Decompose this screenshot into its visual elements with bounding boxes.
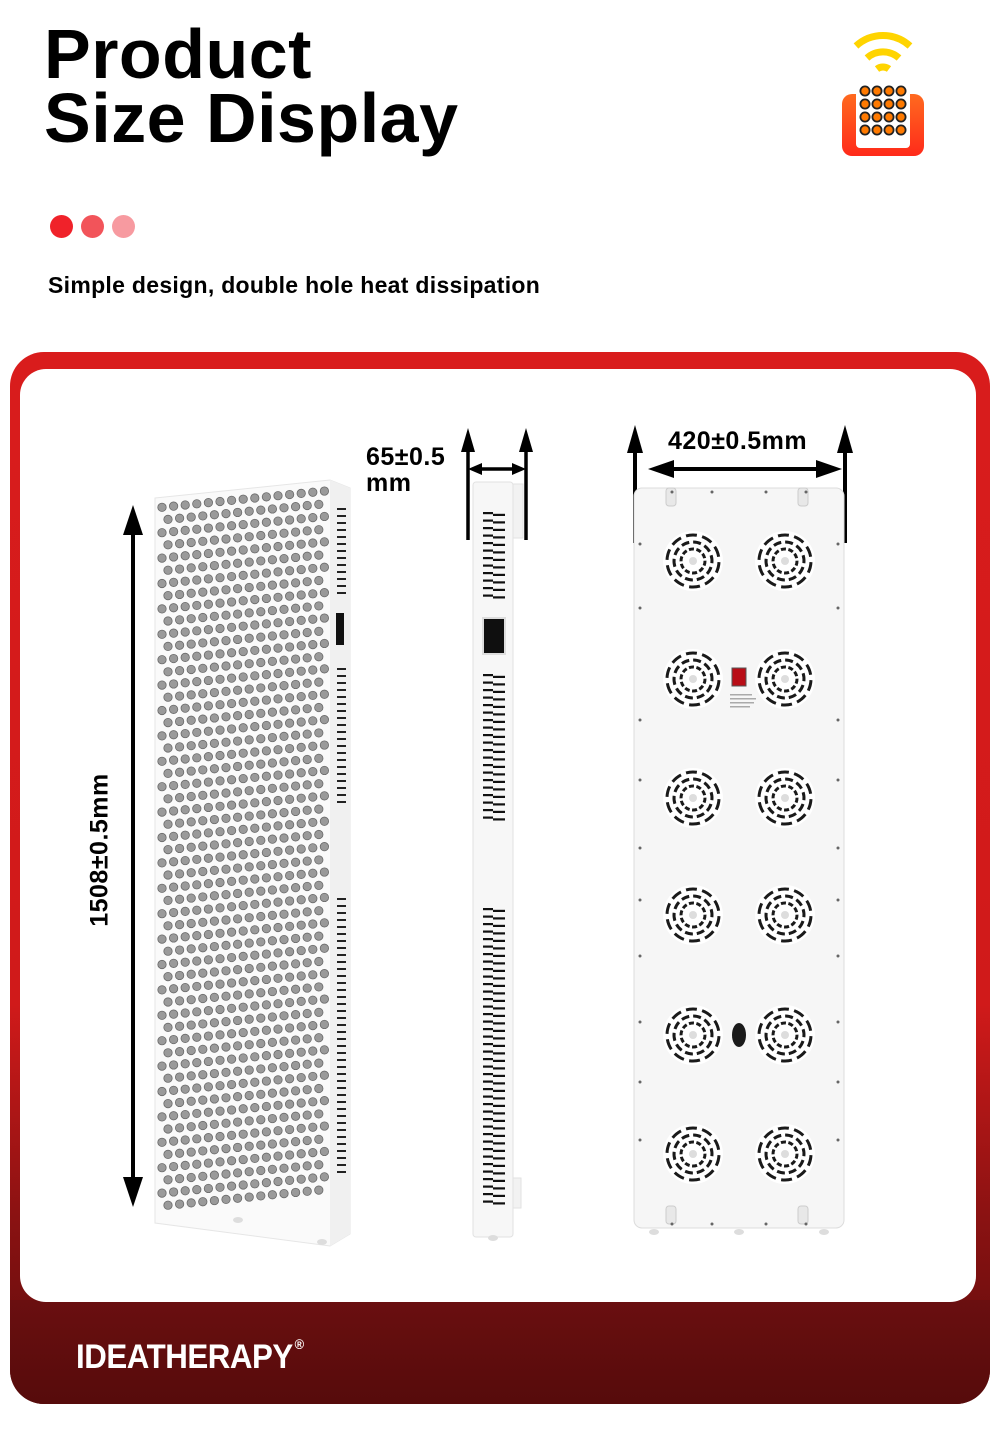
wifi-remote-icon: [838, 24, 928, 159]
dot-3: [112, 215, 135, 238]
title-line-1: Product: [44, 15, 312, 93]
registered-mark: ®: [294, 1336, 304, 1352]
brand-logo: [76, 1338, 304, 1377]
width-label: 420±0.5mm: [668, 427, 808, 455]
height-label: [80, 760, 120, 940]
depth-label: [366, 444, 445, 496]
side-view: [465, 478, 535, 1243]
brand-name: IDEATHERAPY: [76, 1338, 293, 1376]
height-value: 1508±0.5mm: [85, 773, 114, 927]
dot-2: [81, 215, 104, 238]
subtitle: Simple design, double hole heat dissipation: [48, 272, 541, 298]
height-arrow: [118, 505, 148, 1207]
page-title: [44, 15, 459, 157]
decorative-dots: [50, 215, 135, 238]
back-view-fans: [632, 484, 846, 1236]
depth-unit: mm: [366, 469, 412, 497]
title-line-2: Size Display: [44, 79, 459, 157]
depth-value: 65±0.5: [366, 443, 446, 471]
front-view-led-panel: [150, 478, 355, 1248]
dot-1: [50, 215, 73, 238]
depth-arrows: [458, 428, 538, 540]
